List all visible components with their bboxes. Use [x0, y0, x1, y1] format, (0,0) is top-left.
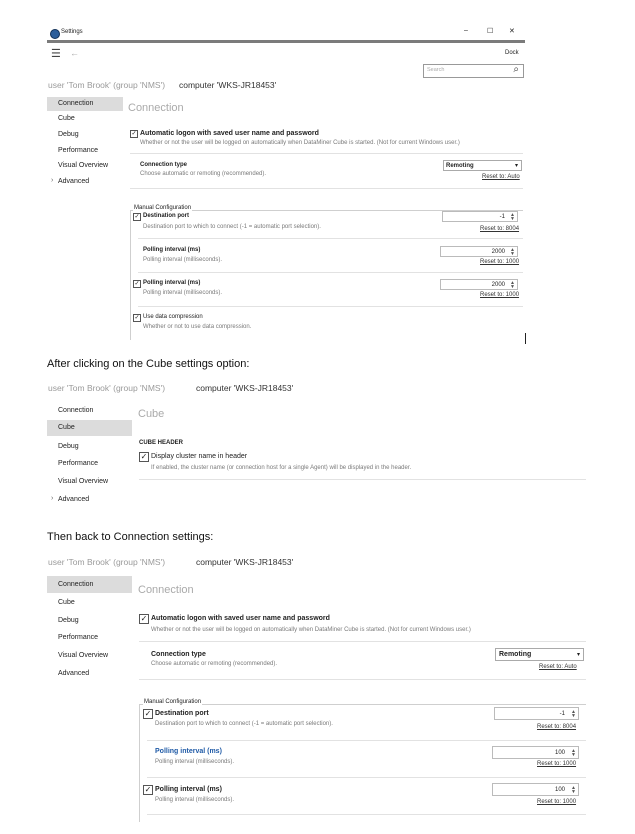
caption-back-connection: Then back to Connection settings: — [47, 531, 214, 543]
polling-interval-2-value: 100 — [554, 787, 565, 793]
auto-logon-label: Automatic logon with saved user name and password — [140, 130, 319, 137]
polling-interval-description: Polling interval (milliseconds). — [143, 257, 223, 263]
destination-port-description: Destination port to which to connect (-1 = automatic port selection). — [143, 224, 321, 230]
destination-port-value: -1 — [499, 214, 505, 220]
connection-type-label: Connection type — [151, 651, 206, 658]
polling-interval-stepper[interactable] — [492, 746, 579, 759]
caption-after-cube: After clicking on the Cube settings option: — [47, 358, 250, 370]
window-titlebar — [47, 26, 525, 40]
window-title-bar-divider — [47, 40, 525, 43]
destination-port-description: Destination port to which to connect (-1 = automatic port selection). — [155, 721, 333, 727]
connection-type-reset-link[interactable]: Reset to: Auto — [482, 174, 520, 180]
close-button[interactable]: ✕ — [509, 28, 515, 35]
spin-arrows-icon[interactable]: ▲▼ — [571, 709, 576, 719]
text-cursor — [525, 333, 526, 344]
sidebar-item-cube[interactable]: Cube — [58, 115, 75, 122]
connection-type-dropdown[interactable] — [495, 648, 584, 661]
polling-interval-2-reset-link[interactable]: Reset to: 1000 — [480, 292, 520, 298]
display-cluster-description: If enabled, the cluster name (or connection host for a single Agent) will be displayed in the header. — [151, 465, 412, 471]
connection-type-label: Connection type — [140, 162, 188, 168]
divider — [138, 238, 523, 239]
polling-interval-2-value: 2000 — [491, 282, 505, 288]
destination-port-checkbox[interactable]: ✓ — [134, 214, 140, 220]
window-title: Settings — [61, 29, 83, 35]
sidebar-item-visual-overview[interactable]: Visual Overview — [58, 162, 109, 169]
polling-interval-2-checkbox[interactable]: ✓ — [134, 281, 140, 287]
connection-type-value: Remoting — [499, 651, 532, 658]
spin-arrows-icon[interactable]: ▲▼ — [510, 212, 515, 222]
sidebar-item-connection[interactable]: Connection — [47, 576, 132, 593]
divider — [130, 188, 523, 189]
sidebar-item-performance[interactable]: Performance — [58, 147, 99, 154]
spin-arrows-icon[interactable]: ▲▼ — [510, 280, 515, 290]
destination-port-label: Destination port — [143, 213, 189, 219]
divider — [138, 272, 523, 273]
search-icon[interactable]: ⌕ — [513, 64, 519, 75]
spin-arrows-icon[interactable]: ▲▼ — [571, 785, 576, 795]
polling-interval-description: Polling interval (milliseconds). — [155, 759, 235, 765]
dropdown-caret-icon: ▾ — [514, 163, 518, 169]
header-computer: computer 'WKS-JR18453' — [196, 557, 294, 567]
back-arrow-icon[interactable]: ← — [70, 48, 79, 58]
polling-interval-2-reset-link[interactable]: Reset to: 1000 — [537, 799, 577, 805]
auto-logon-checkbox[interactable]: ✓ — [131, 131, 137, 137]
manual-configuration-label: Manual Configuration — [134, 205, 192, 211]
sidebar-item-debug[interactable]: Debug — [58, 443, 79, 450]
divider — [139, 641, 586, 642]
search-placeholder: Search — [427, 67, 445, 73]
destination-port-reset-link[interactable]: Reset to: 8004 — [480, 226, 520, 232]
polling-interval-2-description: Polling interval (milliseconds). — [143, 290, 223, 296]
sidebar — [47, 97, 123, 185]
maximize-button[interactable]: ☐ — [487, 28, 494, 35]
destination-port-stepper[interactable] — [494, 707, 579, 720]
expand-chevron-icon[interactable]: › — [51, 495, 54, 502]
connection-type-reset-link[interactable]: Reset to: Auto — [539, 664, 577, 670]
auto-logon-description: Whether or not the user will be logged on automatically when DataMiner Cube is started. (Not for current Windows user.) — [151, 627, 471, 633]
sidebar-item-visual-overview[interactable]: Visual Overview — [58, 652, 109, 659]
dock-button[interactable]: Dock — [505, 50, 519, 56]
header-computer: computer 'WKS-JR18453' — [196, 383, 294, 393]
search-box[interactable] — [423, 64, 524, 78]
minimize-button[interactable]: – — [464, 27, 468, 34]
sidebar-item-cube[interactable]: Cube — [47, 420, 132, 436]
polling-interval-label: Polling interval (ms) — [143, 247, 201, 253]
divider — [147, 814, 586, 815]
destination-port-label: Destination port — [155, 710, 209, 717]
page-title: Connection — [138, 584, 194, 596]
app-logo-icon — [50, 29, 60, 39]
destination-port-stepper[interactable] — [442, 211, 518, 222]
auto-logon-label: Automatic logon with saved user name and password — [151, 615, 330, 622]
polling-interval-2-checkbox[interactable]: ✓ — [144, 785, 152, 794]
sidebar-item-performance[interactable]: Performance — [58, 460, 99, 467]
sidebar-item-connection[interactable]: Connection — [58, 407, 94, 414]
polling-interval-2-stepper[interactable] — [492, 783, 579, 796]
polling-interval-2-label: Polling interval (ms) — [143, 280, 201, 286]
sidebar-item-connection[interactable]: Connection — [47, 97, 123, 111]
sidebar-item-cube[interactable]: Cube — [58, 599, 75, 606]
auto-logon-checkbox[interactable]: ✓ — [140, 614, 148, 623]
header-user: user 'Tom Brook' (group 'NMS') — [48, 80, 166, 90]
cube-header-section: CUBE HEADER — [139, 440, 184, 446]
polling-interval-reset-link[interactable]: Reset to: 1000 — [480, 259, 520, 265]
polling-interval-label-highlighted: Polling interval (ms) — [155, 748, 222, 755]
polling-interval-2-description: Polling interval (milliseconds). — [155, 797, 235, 803]
divider — [139, 679, 586, 680]
divider — [147, 740, 586, 741]
page-title: Connection — [128, 102, 184, 114]
sidebar-item-debug[interactable]: Debug — [58, 131, 79, 138]
data-compression-checkbox[interactable]: ✓ — [134, 315, 140, 321]
display-cluster-checkbox[interactable]: ✓ — [140, 452, 148, 461]
polling-interval-value: 100 — [554, 750, 565, 756]
data-compression-description: Whether or not to use data compression. — [143, 324, 252, 330]
divider — [138, 306, 523, 307]
hamburger-menu-icon[interactable]: ☰ — [51, 48, 61, 60]
divider — [147, 777, 586, 778]
page-title: Cube — [138, 408, 165, 420]
polling-interval-2-stepper[interactable] — [440, 279, 518, 290]
sidebar-item-debug[interactable]: Debug — [58, 617, 79, 624]
polling-interval-stepper[interactable] — [440, 246, 518, 257]
sidebar-item-advanced[interactable]: Advanced — [58, 178, 90, 185]
destination-port-value: -1 — [559, 711, 565, 717]
header-user: user 'Tom Brook' (group 'NMS') — [48, 383, 166, 393]
polling-interval-2-label: Polling interval (ms) — [155, 786, 222, 793]
manual-configuration-label: Manual Configuration — [144, 699, 202, 705]
spin-arrows-icon[interactable]: ▲▼ — [571, 748, 576, 758]
data-compression-label: Use data compression — [143, 314, 203, 320]
destination-port-reset-link[interactable]: Reset to: 8004 — [537, 724, 577, 730]
header-computer: computer 'WKS-JR18453' — [179, 80, 277, 90]
polling-interval-value: 2000 — [491, 249, 505, 255]
header-user: user 'Tom Brook' (group 'NMS') — [48, 557, 166, 567]
destination-port-checkbox[interactable]: ✓ — [144, 709, 152, 718]
sidebar-item-advanced[interactable]: Advanced — [58, 670, 90, 677]
sidebar-item-advanced[interactable]: Advanced — [58, 496, 90, 503]
spin-arrows-icon[interactable]: ▲▼ — [510, 247, 515, 257]
display-cluster-label: Display cluster name in header — [151, 453, 248, 460]
divider — [139, 479, 586, 480]
connection-type-description: Choose automatic or remoting (recommended). — [140, 171, 267, 177]
expand-chevron-icon[interactable]: › — [51, 177, 54, 184]
sidebar-item-visual-overview[interactable]: Visual Overview — [58, 478, 109, 485]
auto-logon-description: Whether or not the user will be logged on automatically when DataMiner Cube is started. (Not for current Windows user.) — [140, 140, 460, 146]
connection-type-dropdown[interactable] — [443, 160, 522, 171]
polling-interval-reset-link[interactable]: Reset to: 1000 — [537, 761, 577, 767]
dropdown-caret-icon: ▾ — [576, 652, 580, 658]
sidebar-item-performance[interactable]: Performance — [58, 634, 99, 641]
connection-type-value: Remoting — [446, 163, 474, 169]
divider — [130, 153, 523, 154]
connection-type-description: Choose automatic or remoting (recommended). — [151, 661, 278, 667]
